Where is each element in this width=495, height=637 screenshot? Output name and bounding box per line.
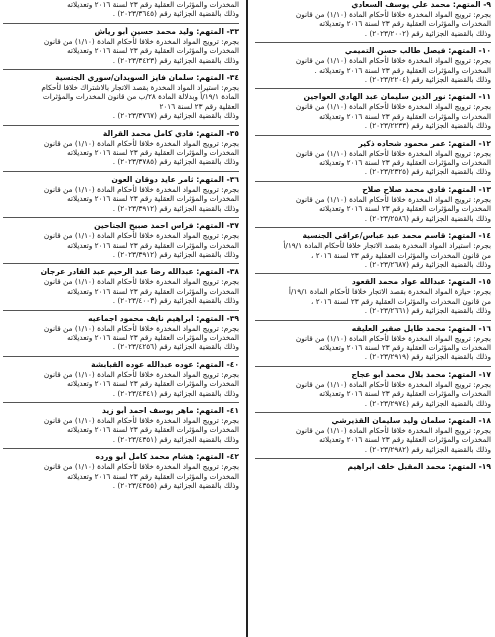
charge-line: بجرم: ترويج المواد المخدرة خلافا لأحكام المادة (١/١٠) من قانون bbox=[43, 184, 239, 194]
charge-line: المخدرات والمؤثرات العقلية رقم ٢٣ لسنة ٢٠١٦ وتعديلاته bbox=[319, 158, 491, 168]
defendant-name: ١١- المتهم: نور الدين سليمان عبد الهادي العواجين bbox=[303, 92, 491, 102]
charge-text bbox=[3, 139, 239, 167]
entry-separator bbox=[3, 23, 239, 24]
charge-line: وذلك بالقضية الجزائية رقم (٢٠٢٣/٢٩٨٢) . bbox=[364, 444, 491, 454]
charge-line: وذلك بالقضية الجزائية رقم (٢٠٢٣/٣٩١٢) . bbox=[112, 249, 239, 259]
entry-separator bbox=[3, 356, 239, 357]
charge-line: بجرم: ترويج المواد المخدرة خلافا لأحكام المادة (١/١٠) من قانون bbox=[43, 231, 239, 241]
entry-separator bbox=[255, 88, 491, 89]
entry-separator bbox=[255, 227, 491, 228]
charge-line: المخدرات والمؤثرات العقلية رقم ٢٣ لسنة ٢٠١٦ وتعديلاته bbox=[67, 471, 239, 481]
charge-line: بجرم: ترويج المواد المخدرة خلافا لأحكام المادة (١/١٠) من قانون bbox=[295, 379, 491, 389]
defendant-name: ١٩- المتهم: محمد المقبل خلف ابراهيم bbox=[347, 462, 491, 472]
charge-text bbox=[255, 287, 491, 315]
charge-line: وذلك بالقضية الجزائية رقم (٢٠٢٣/٢٣٢٥) . bbox=[364, 167, 491, 177]
charge-line: وذلك بالقضية الجزائية رقم (٢٠٢٣/٤٣٥٥) . bbox=[112, 481, 239, 490]
charge-line: وذلك بالقضية الجزائية رقم (٢٠٢٣/٤٢٥٦) . bbox=[112, 342, 239, 352]
charge-text bbox=[3, 277, 239, 305]
charge-line: بجرم: ترويج المواد المخدرة خلافا لأحكام المادة (١/١٠) من قانون bbox=[295, 148, 491, 158]
defendant-entry bbox=[255, 185, 491, 223]
charge-line: بجرم: ترويج المواد المخدرة خلافا لأحكام المادة (١/١٠) من قانون bbox=[43, 138, 239, 148]
right-entries bbox=[255, 0, 491, 471]
charge-text bbox=[255, 149, 491, 177]
defendant-entry bbox=[3, 27, 239, 65]
defendant-name: ١٤- المتهم: قاسم محمد عبد عباس/عراقي الجنسية bbox=[302, 231, 491, 241]
defendant-entry bbox=[3, 73, 239, 121]
defendant-entry bbox=[3, 314, 239, 352]
charge-line: بجرم: ترويج المواد المخدرة خلافا لأحكام المادة (١/١٠) من قانون bbox=[295, 194, 491, 204]
charge-line: المخدرات والمؤثرات العقلية رقم ٢٣ لسنة ٢٠١٦ وتعديلاته bbox=[67, 194, 239, 204]
defendant-entry bbox=[255, 231, 491, 269]
charge-line: المخدرات والمؤثرات العقلية رقم ٢٣ لسنة ٢٠١٦ وتعديلاته bbox=[319, 19, 491, 29]
charge-line: المادة ١٩/١/أ وبدلالة المادة ٢٨/ب من قانون المخدرات والمؤثرات bbox=[42, 92, 239, 102]
charge-text bbox=[3, 185, 239, 213]
entry-separator bbox=[3, 263, 239, 264]
charge-text bbox=[3, 231, 239, 259]
charge-line: المخدرات والمؤثرات العقلية رقم ٢٣ لسنة ٢٠١٦ وتعديلاته bbox=[319, 111, 491, 121]
charge-line: بجرم: ترويج المواد المخدرة خلافا لأحكام المادة (١/١٠) من قانون bbox=[295, 10, 491, 19]
charge-line: بجرم: ترويج المواد المخدرة خلافا لأحكام المادة (١/١٠) من قانون bbox=[43, 36, 239, 46]
charge-line: المخدرات والمؤثرات العقلية رقم ٢٣ لسنة ٢٠١٦ وتعديلاته bbox=[67, 425, 239, 435]
defendant-name: ١٣- المتهم: فادي محمد صلاح صلاح bbox=[362, 184, 491, 194]
defendant-name: ١٥- المتهم: عبدالله عواد محمد القعود bbox=[351, 277, 491, 287]
charge-line: وذلك بالقضية الجزائية رقم (٢٠٢٣/٢٦٦١) . bbox=[364, 306, 491, 316]
left-column bbox=[0, 0, 245, 637]
entry-separator bbox=[3, 402, 239, 403]
charge-line: من قانون المخدرات والمؤثرات العقلية رقم ٢٣ لسنة ٢٠١٦ ، bbox=[311, 250, 491, 260]
fragment-line: وذلك بالقضية الجزائية رقم (٢٠٢٣/٣٦٤٥) . bbox=[112, 9, 239, 19]
defendant-entry bbox=[3, 360, 239, 398]
charge-text bbox=[3, 370, 239, 398]
charge-line: المخدرات والمؤثرات العقلية رقم ٢٣ لسنة ٢٠١٦ وتعديلاته . bbox=[314, 65, 491, 75]
charge-line: وذلك بالقضية الجزائية رقم (٢٠٢٣/٤٣٤١) . bbox=[112, 388, 239, 398]
charge-line: المخدرات والمؤثرات العقلية رقم ٢٣ لسنة ٢٠١٦ وتعديلاته bbox=[319, 389, 491, 399]
defendant-name: ٣٣- المتهم: وليد محمد حسين أبو رياش bbox=[94, 26, 239, 36]
charge-line: وذلك بالقضية الجزائية رقم (٢٠٢٣/٤٣٥١) . bbox=[112, 434, 239, 444]
defendant-name: ١٧- المتهم: محمد بلال محمد أبو عجاج bbox=[351, 369, 491, 379]
charge-line: وذلك بالقضية الجزائية رقم (٢٠٢٣/٢٥٨٦) . bbox=[364, 213, 491, 223]
charge-line: وذلك بالقضية الجزائية رقم (٢٠٢٣/٣٧٦٧) . bbox=[112, 111, 239, 121]
entry-separator bbox=[3, 217, 239, 218]
charge-text bbox=[3, 416, 239, 444]
charge-line: بجرم: ترويج المواد المخدرة خلافا لأحكام المادة (١/١٠) من قانون bbox=[43, 369, 239, 379]
charge-line: بجرم: ترويج المواد المخدرة خلافا لأحكام المادة (١/١٠) من قانون bbox=[43, 277, 239, 287]
defendant-entry bbox=[3, 452, 239, 490]
column-divider bbox=[246, 0, 248, 637]
left-entries bbox=[3, 27, 239, 491]
right-column bbox=[249, 0, 494, 637]
defendant-entry bbox=[255, 46, 491, 84]
charge-line: وذلك بالقضية الجزائية رقم (٢٠٢٣/٢٩١٩) . bbox=[364, 352, 491, 362]
charge-line: بجرم: ترويج المواد المخدرة خلافا لأحكام المادة (١/١٠) من قانون bbox=[295, 56, 491, 66]
charge-line: بجرم: استيراد المواد المخدرة بقصد الاتجار بالاشتراك خلافا لأحكام bbox=[41, 83, 239, 93]
charge-text bbox=[255, 195, 491, 223]
entry-separator bbox=[255, 273, 491, 274]
charge-text bbox=[255, 241, 491, 269]
charge-text bbox=[255, 334, 491, 362]
defendant-name: ٣٩- المتهم: ابراهيم نايف محمود اجماعيه bbox=[88, 313, 239, 323]
charge-line: بجرم: ترويج المواد المخدرة خلافا لأحكام المادة (١/١٠) من قانون bbox=[295, 333, 491, 343]
charge-line: المخدرات والمؤثرات العقلية رقم ٢٣ لسنة ٢٠١٦ وتعديلاته bbox=[319, 204, 491, 214]
charge-line: وذلك بالقضية الجزائية رقم (٢٠٢٣/٢٩٧٤) . bbox=[364, 398, 491, 408]
defendant-entry bbox=[255, 416, 491, 454]
charge-line: وذلك بالقضية الجزائية رقم (٢٠٢٣/٢٢٠٤) . bbox=[364, 75, 491, 85]
left-top-fragment bbox=[3, 0, 239, 19]
defendant-name: ٩- المتهم: محمد علي يوسف السعادي bbox=[351, 0, 491, 9]
defendant-entry bbox=[3, 129, 239, 167]
charge-line: المخدرات والمؤثرات العقلية رقم ٢٣ لسنة ٢٠١٦ وتعديلاته bbox=[67, 286, 239, 296]
charge-line: وذلك بالقضية الجزائية رقم (٢٠٢٣/٢٠٠٢) . bbox=[364, 28, 491, 38]
charge-text bbox=[3, 324, 239, 352]
charge-text bbox=[255, 426, 491, 454]
charge-line: وذلك بالقضية الجزائية رقم (٢٠٢٣/٢٦٨٧) . bbox=[364, 259, 491, 269]
defendant-entry bbox=[255, 92, 491, 130]
defendant-name: ٤٠- المتهم: عوده عبدالله عوده القبابشة bbox=[91, 359, 239, 369]
charge-line: وذلك بالقضية الجزائية رقم (٢٠٢٣/٤٠٠٣) . bbox=[112, 296, 239, 306]
charge-line: المخدرات والمؤثرات العقلية رقم ٢٣ لسنة ٢٠١٦ وتعديلاته bbox=[67, 148, 239, 158]
entry-separator bbox=[255, 135, 491, 136]
entry-separator bbox=[255, 320, 491, 321]
charge-line: المخدرات والمؤثرات العقلية رقم ٢٣ لسنة ٢٠١٦ وتعديلاته bbox=[67, 379, 239, 389]
defendant-name: ١٦- المتهم: محمد طايل صقير العليقه bbox=[351, 323, 491, 333]
charge-line: وذلك بالقضية الجزائية رقم (٢٠٢٣/٢٢٣٣) . bbox=[364, 121, 491, 131]
defendant-entry bbox=[3, 221, 239, 259]
defendant-name: ١٠- المتهم: فيصل طالب حسن التميمي bbox=[344, 46, 491, 56]
entry-separator bbox=[3, 125, 239, 126]
charge-line: وذلك بالقضية الجزائية رقم (٢٠٢٣/٣٧٨٥) . bbox=[112, 157, 239, 167]
defendant-entry bbox=[255, 0, 491, 38]
charge-line: وذلك بالقضية الجزائية رقم (٢٠٢٣/٣٤٢٣) . bbox=[112, 55, 239, 65]
defendant-name: ٣٥- المتهم: فادي كامل محمد القرالة bbox=[102, 128, 239, 138]
charge-line: بجرم: ترويج المواد المخدرة خلافا لأحكام المادة (١/١٠) من قانون bbox=[295, 102, 491, 112]
charge-line: بجرم: حيازة المواد المخدرة بقصد الاتجار خلافا لأحكام المادة ١٩/١/أ bbox=[288, 287, 491, 297]
defendant-entry bbox=[3, 406, 239, 444]
defendant-entry bbox=[255, 324, 491, 362]
charge-line: المخدرات والمؤثرات العقلية رقم ٢٣ لسنة ٢٠١٦ وتعديلاته bbox=[67, 46, 239, 56]
charge-text bbox=[255, 56, 491, 84]
entry-separator bbox=[255, 42, 491, 43]
charge-line: العقلية رقم ٢٣ لسنة ٢٠١٦ bbox=[159, 101, 239, 111]
defendant-name: ٣٦- المتهم: ثامر عايد دوقان العون bbox=[111, 174, 239, 184]
defendant-name: ١٨- المتهم: سلمان وليد سليمان القذيرشي bbox=[331, 415, 491, 425]
entry-separator bbox=[255, 181, 491, 182]
charge-line: المخدرات والمؤثرات العقلية رقم ٢٣ لسنة ٢٠١٦ وتعديلاته bbox=[319, 435, 491, 445]
entry-separator bbox=[255, 458, 491, 459]
defendant-entry bbox=[255, 370, 491, 408]
entry-separator bbox=[3, 448, 239, 449]
defendant-entry bbox=[255, 139, 491, 177]
charge-line: من قانون المخدرات والمؤثرات العقلية رقم ٢٣ لسنة ٢٠١٦ ، bbox=[311, 296, 491, 306]
charge-line: المخدرات والمؤثرات العقلية رقم ٢٣ لسنة ٢٠١٦ وتعديلاته bbox=[67, 240, 239, 250]
defendant-entry bbox=[3, 175, 239, 213]
entry-separator bbox=[255, 366, 491, 367]
entry-separator bbox=[255, 412, 491, 413]
charge-line: بجرم: ترويج المواد المخدرة خلافا لأحكام المادة (١/١٠) من قانون bbox=[43, 323, 239, 333]
fragment-line: المخدرات والمؤثرات العقلية رقم ٢٣ لسنة ٢٠١٦ وتعديلاته bbox=[67, 0, 239, 9]
charge-text bbox=[3, 83, 239, 121]
defendant-entry bbox=[255, 462, 491, 471]
charge-line: بجرم: ترويج المواد المخدرة خلافا لأحكام المادة (١/١٠) من قانون bbox=[295, 425, 491, 435]
entry-separator bbox=[3, 69, 239, 70]
charge-line: بجرم: ترويج المواد المخدرة خلافا لأحكام المادة (١/١٠) من قانون bbox=[43, 415, 239, 425]
defendant-name: ٣٧- المتهم: فراس احمد صبيح الجناحين bbox=[94, 221, 239, 231]
defendant-entry bbox=[3, 267, 239, 305]
charge-text bbox=[3, 37, 239, 65]
defendant-name: ٤١- المتهم: ماهر يوسف احمد أبو زيد bbox=[102, 405, 239, 415]
charge-text bbox=[3, 462, 239, 490]
charge-line: المخدرات والمؤثرات العقلية رقم ٢٣ لسنة ٢٠١٦ وتعديلاته bbox=[67, 332, 239, 342]
charge-text bbox=[255, 380, 491, 408]
charge-text bbox=[255, 10, 491, 38]
charge-text bbox=[255, 102, 491, 130]
charge-line: وذلك بالقضية الجزائية رقم (٢٠٢٣/٣٩١٢) . bbox=[112, 203, 239, 213]
defendant-entry bbox=[255, 277, 491, 315]
defendant-name: ٣٨- المتهم: عبدالله رضا عبد الرحيم عبد القادر عرجان bbox=[40, 267, 239, 277]
defendant-name: ١٢- المتهم: عمر محمود شحاده ذكير bbox=[358, 138, 491, 148]
defendant-name: ٣٤- المتهم: سلمان فايز السويدان/سوري الجنسية bbox=[55, 73, 239, 83]
defendant-name: ٤٢- المتهم: هشام محمد كامل أبو ورده bbox=[95, 452, 239, 462]
charge-line: بجرم: ترويج المواد المخدرة خلافا لأحكام المادة (١/١٠) من قانون bbox=[43, 462, 239, 472]
charge-line: المخدرات والمؤثرات العقلية رقم ٢٣ لسنة ٢٠١٦ وتعديلاته bbox=[319, 342, 491, 352]
charge-line: بجرم: استيراد المواد المخدرة بقصد الاتجار خلافا لأحكام المادة ١٩/١/أ bbox=[283, 241, 491, 251]
entry-separator bbox=[3, 171, 239, 172]
entry-separator bbox=[3, 310, 239, 311]
